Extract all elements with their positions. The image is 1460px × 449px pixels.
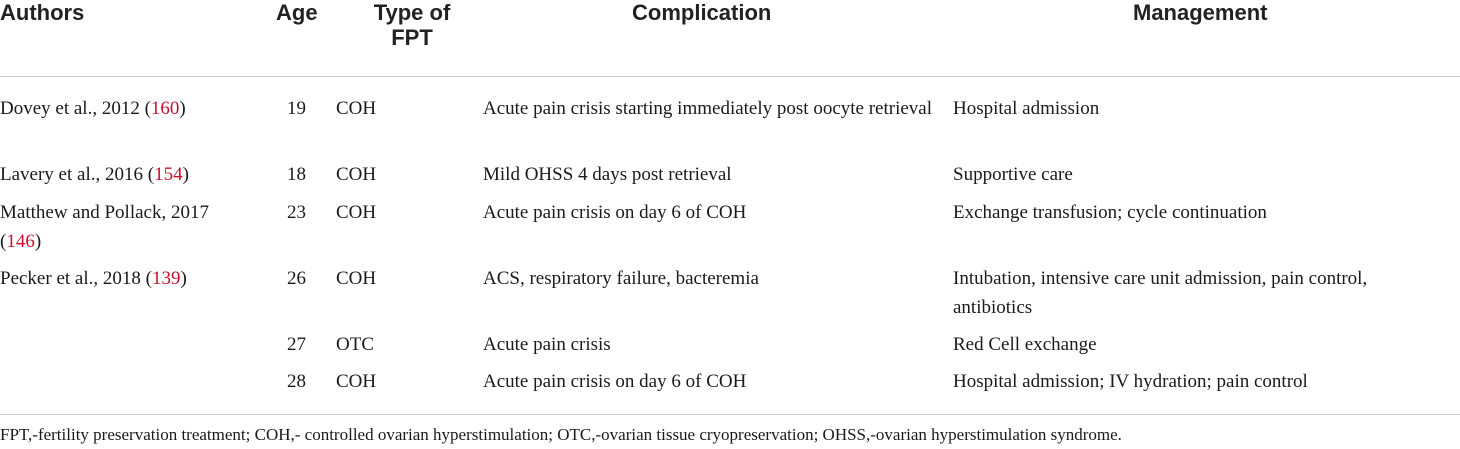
row-4-type: COH bbox=[336, 268, 377, 289]
row-1-paren-open: ( bbox=[139, 98, 151, 119]
row-5-type: OTC bbox=[336, 334, 374, 355]
row-1-paren-close: ) bbox=[179, 98, 186, 119]
header-management: Management bbox=[1133, 0, 1268, 25]
row-1-type: COH bbox=[336, 98, 377, 119]
header-type-of-fpt: Type of FPT bbox=[373, 0, 451, 50]
row-1-management: Hospital admission bbox=[953, 98, 1100, 119]
row-2-type: COH bbox=[336, 164, 377, 185]
header-authors: Authors bbox=[0, 0, 85, 25]
row-4-paren-close: ) bbox=[180, 268, 187, 289]
row-2-author-text: Lavery et al., 2016 bbox=[0, 164, 143, 185]
row-2-paren-open: ( bbox=[142, 164, 155, 185]
row-3-ref-link[interactable]: 146 bbox=[6, 231, 35, 252]
row-5-management: Red Cell exchange bbox=[953, 334, 1097, 355]
row-6-type: COH bbox=[336, 371, 377, 392]
row-2-authors bbox=[0, 160, 250, 189]
row-2-age: 18 bbox=[287, 164, 306, 185]
row-4-paren-open: ( bbox=[140, 268, 152, 289]
table-bottom-divider bbox=[0, 414, 1460, 415]
row-3-authors bbox=[0, 198, 250, 256]
row-2-paren-close: ) bbox=[182, 164, 189, 185]
row-2-ref-link[interactable]: 154 bbox=[154, 164, 183, 185]
row-3-management: Exchange transfusion; cycle continuation bbox=[953, 202, 1267, 223]
row-5-age: 27 bbox=[287, 334, 306, 355]
row-1-author-text: Dovey et al., 2012 bbox=[0, 98, 140, 119]
row-6-management: Hospital admission; IV hydration; pain control bbox=[953, 371, 1308, 392]
row-1-age: 19 bbox=[287, 98, 306, 119]
row-2-complication: Mild OHSS 4 days post retrieval bbox=[483, 164, 732, 185]
row-2-management: Supportive care bbox=[953, 164, 1073, 185]
row-4-management: Intubation, intensive care unit admission, pain control, antibiotics bbox=[953, 268, 1368, 318]
row-1-complication: Acute pain crisis starting immediately post oocyte retrieval bbox=[483, 98, 933, 119]
row-4-complication: ACS, respiratory failure, bacteremia bbox=[483, 268, 759, 289]
row-3-complication: Acute pain crisis on day 6 of COH bbox=[483, 202, 747, 223]
row-3-age: 23 bbox=[287, 202, 306, 223]
header-divider bbox=[0, 76, 1460, 77]
row-6-complication: Acute pain crisis on day 6 of COH bbox=[483, 371, 747, 392]
row-5-complication: Acute pain crisis bbox=[483, 334, 611, 355]
table-footnote: FPT,-fertility preservation treatment; COH,- controlled ovarian hyperstimulation; OTC,-ovarian tissue cryopreservation; OHSS,-ovarian hyperstimulation syndrome. bbox=[0, 425, 1122, 444]
row-3-author-text: Matthew and Pollack, 2017 bbox=[0, 202, 209, 223]
row-4-age: 26 bbox=[287, 268, 306, 289]
row-3-paren-open: ( bbox=[0, 231, 7, 252]
header-complication: Complication bbox=[632, 0, 772, 25]
row-4-ref-link[interactable]: 139 bbox=[151, 268, 181, 289]
header-age: Age bbox=[276, 0, 318, 25]
row-4-authors bbox=[0, 264, 250, 293]
row-3-paren-close: ) bbox=[34, 231, 42, 252]
row-3-type: COH bbox=[336, 202, 377, 223]
row-1-ref-link[interactable]: 160 bbox=[150, 98, 180, 119]
row-4-author-text: Pecker et al., 2018 bbox=[0, 268, 141, 289]
row-1-authors bbox=[0, 94, 250, 123]
row-6-age: 28 bbox=[287, 371, 306, 392]
